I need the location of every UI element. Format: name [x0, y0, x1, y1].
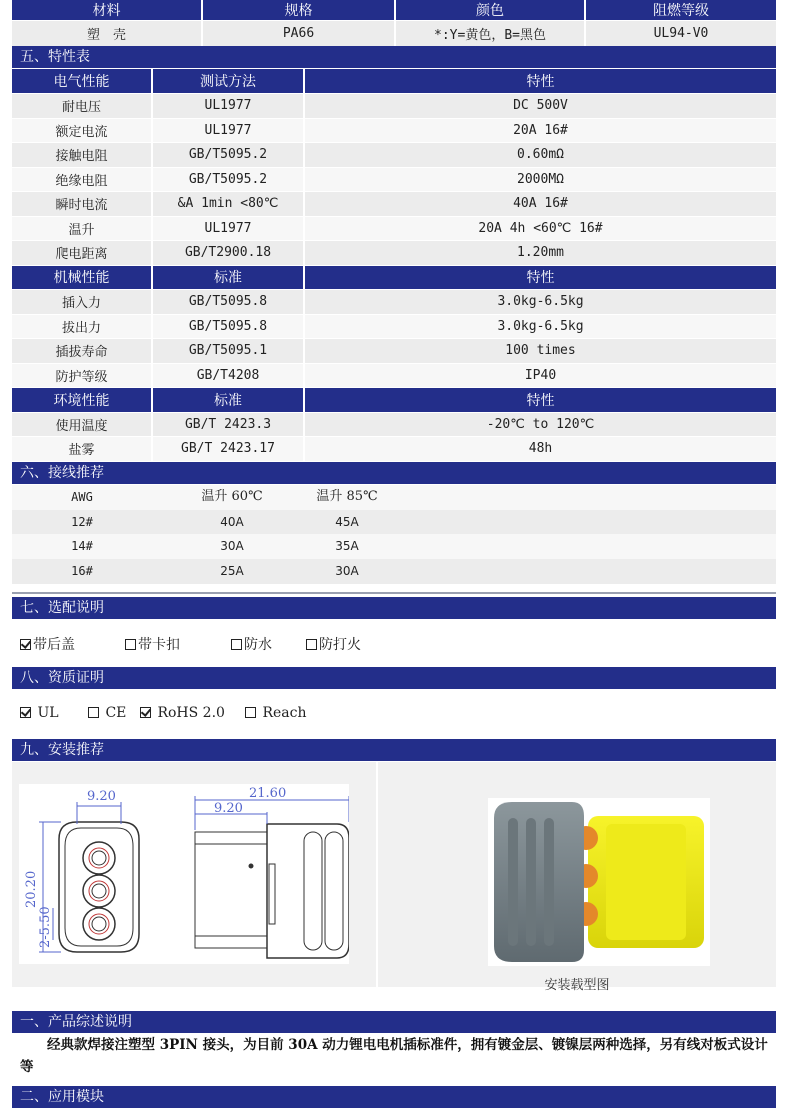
table-cell: GB/T5095.1	[152, 339, 304, 364]
table-cell: GB/T5095.2	[152, 167, 304, 192]
header-cell: 标准	[152, 388, 304, 413]
environmental-header	[12, 388, 776, 413]
table-cell: 35A	[335, 539, 359, 554]
dim-label: 9.20	[214, 801, 243, 816]
table-cell: GB/T5095.2	[152, 143, 304, 168]
electrical-header	[12, 69, 776, 94]
table-cell: &A 1min <80℃	[152, 192, 304, 217]
mechanical-header	[12, 265, 776, 290]
table-cell: GB/T5095.8	[152, 314, 304, 339]
table-row	[12, 363, 776, 388]
option-waterproof[interactable]	[231, 634, 272, 654]
option-clip[interactable]	[125, 634, 180, 654]
cert-label: Reach	[262, 705, 307, 721]
header-cell: 颜色	[395, 0, 585, 21]
table-cell: 40A 16#	[304, 192, 776, 217]
table-cell: 接触电阻	[12, 143, 152, 168]
cert-ce[interactable]	[88, 705, 126, 721]
option-anti-spark[interactable]	[306, 634, 361, 654]
wiring-header-awg: AWG	[71, 490, 93, 504]
table-cell: 16#	[71, 564, 93, 579]
table-row	[12, 437, 776, 462]
table-cell: 温升	[12, 216, 152, 241]
table-cell: *:Y=黄色，B=黑色	[395, 21, 585, 47]
table-cell: 14#	[71, 539, 93, 554]
table-cell: UL1977	[152, 216, 304, 241]
section-title-6: 六、接线推荐	[12, 462, 776, 484]
table-cell: 使用温度	[12, 412, 152, 437]
table-row	[12, 167, 776, 192]
table-cell: 30A	[335, 564, 359, 579]
table-cell: 拔出力	[12, 314, 152, 339]
header-cell: 规格	[202, 0, 395, 21]
cert-label: CE	[105, 705, 127, 721]
dim-label: 2-5.50	[38, 906, 53, 948]
table-cell: UL1977	[152, 118, 304, 143]
table-cell: 插拔寿命	[12, 339, 152, 364]
material-table-header	[12, 0, 776, 21]
checkbox-icon[interactable]	[231, 639, 242, 650]
wiring-table	[12, 485, 776, 584]
dim-label: 21.60	[249, 786, 287, 801]
checkbox-checked-icon[interactable]	[20, 639, 31, 650]
table-cell: 45A	[335, 514, 359, 529]
divider	[12, 592, 776, 594]
header-cell: 特性	[304, 265, 776, 290]
table-cell: 20A 16#	[304, 118, 776, 143]
header-cell: 阻燃等级	[585, 0, 776, 21]
section-title-7: 七、选配说明	[12, 597, 776, 619]
table-cell: 12#	[71, 514, 93, 529]
cert-ul[interactable]	[20, 705, 59, 721]
dim-label: 20.20	[24, 870, 39, 908]
option-label: 防打火	[319, 637, 361, 653]
table-cell: 耐电压	[12, 94, 152, 119]
table-cell: DC 500V	[304, 94, 776, 119]
table-row	[12, 314, 776, 339]
table-cell: 盐雾	[12, 437, 152, 462]
checkbox-checked-icon[interactable]	[20, 707, 31, 718]
option-label: 带后盖	[33, 637, 75, 653]
checkbox-icon[interactable]	[245, 707, 256, 718]
section-title-9: 九、安装推荐	[12, 739, 776, 761]
checkbox-icon[interactable]	[88, 707, 99, 718]
cert-reach[interactable]	[245, 705, 306, 721]
wiring-header-60: 温升 60℃	[201, 489, 263, 504]
spec-table	[12, 69, 776, 462]
table-cell: PA66	[202, 21, 395, 47]
table-cell: GB/T4208	[152, 363, 304, 388]
table-cell: 爬电距离	[12, 241, 152, 266]
photo-panel	[378, 762, 776, 993]
photo-caption: 安装载型图	[544, 978, 610, 993]
table-row	[12, 192, 776, 217]
cert-rohs[interactable]	[140, 705, 225, 721]
dimension-drawing	[19, 784, 349, 964]
table-row	[12, 412, 776, 437]
table-cell: 1.20mm	[304, 241, 776, 266]
table-cell: 塑 壳	[12, 21, 202, 47]
dimension-drawing-svg	[19, 784, 349, 964]
header-cell: 特性	[304, 69, 776, 94]
table-cell: 25A	[220, 564, 244, 579]
table-row	[12, 339, 776, 364]
table-row	[12, 118, 776, 143]
table-cell: 插入力	[12, 290, 152, 315]
table-cell: IP40	[304, 363, 776, 388]
connector-photo	[488, 798, 710, 966]
table-cell: 3.0kg-6.5kg	[304, 314, 776, 339]
table-row	[12, 534, 776, 559]
table-cell: 40A	[220, 514, 244, 529]
table-cell: 20A 4h <60℃ 16#	[304, 216, 776, 241]
checkbox-icon[interactable]	[125, 639, 136, 650]
table-cell: 2000MΩ	[304, 167, 776, 192]
table-row	[12, 21, 776, 47]
table-cell: GB/T 2423.17	[152, 437, 304, 462]
certifications-row	[20, 705, 760, 725]
table-cell: UL1977	[152, 94, 304, 119]
table-cell: UL94-V0	[585, 21, 776, 47]
cert-label: RoHS 2.0	[157, 705, 225, 721]
option-back-cover[interactable]	[20, 634, 75, 654]
cert-label: UL	[37, 705, 59, 721]
checkbox-icon[interactable]	[306, 639, 317, 650]
table-row	[12, 290, 776, 315]
table-cell: GB/T2900.18	[152, 241, 304, 266]
table-cell: -20℃ to 120℃	[304, 412, 776, 437]
table-row	[12, 241, 776, 266]
table-cell: 100 times	[304, 339, 776, 364]
wiring-header-85: 温升 85℃	[316, 489, 378, 504]
product-summary: 经典款焊接注塑型 3PIN 接头，为目前 30A 动力锂电电机插标准件，拥有镀金层、镀镍层两种选择，另有线对板式设计等	[20, 1037, 768, 1075]
header-cell: 机械性能	[12, 265, 152, 290]
table-cell: 3.0kg-6.5kg	[304, 290, 776, 315]
table-row	[12, 216, 776, 241]
header-cell: 测试方法	[152, 69, 304, 94]
table-cell: 48h	[304, 437, 776, 462]
table-cell: GB/T5095.8	[152, 290, 304, 315]
header-cell: 电气性能	[12, 69, 152, 94]
table-cell: 0.60mΩ	[304, 143, 776, 168]
connector-image	[488, 798, 710, 966]
section-title-8: 八、资质证明	[12, 667, 776, 689]
table-cell: GB/T 2423.3	[152, 412, 304, 437]
table-cell: 防护等级	[12, 363, 152, 388]
table-row	[12, 510, 776, 535]
wiring-header	[12, 485, 776, 510]
table-cell: 额定电流	[12, 118, 152, 143]
option-label: 防水	[244, 637, 272, 653]
table-cell: 绝缘电阻	[12, 167, 152, 192]
install-panel	[12, 762, 776, 993]
option-label: 带卡扣	[138, 637, 180, 653]
options-row	[20, 634, 760, 654]
table-row	[12, 94, 776, 119]
dimension-panel	[12, 762, 376, 987]
header-cell: 标准	[152, 265, 304, 290]
table-row	[12, 559, 776, 584]
header-cell: 材料	[12, 0, 202, 21]
section-title-2: 二、应用模块	[12, 1086, 776, 1108]
table-cell: 瞬时电流	[12, 192, 152, 217]
table-row	[12, 143, 776, 168]
header-cell: 环境性能	[12, 388, 152, 413]
checkbox-checked-icon[interactable]	[140, 707, 151, 718]
dim-label: 9.20	[87, 789, 116, 804]
table-cell: 30A	[220, 539, 244, 554]
section-title-5: 五、特性表	[12, 46, 776, 68]
material-table	[12, 0, 776, 47]
header-cell: 特性	[304, 388, 776, 413]
section-title-1: 一、产品综述说明	[12, 1011, 776, 1033]
